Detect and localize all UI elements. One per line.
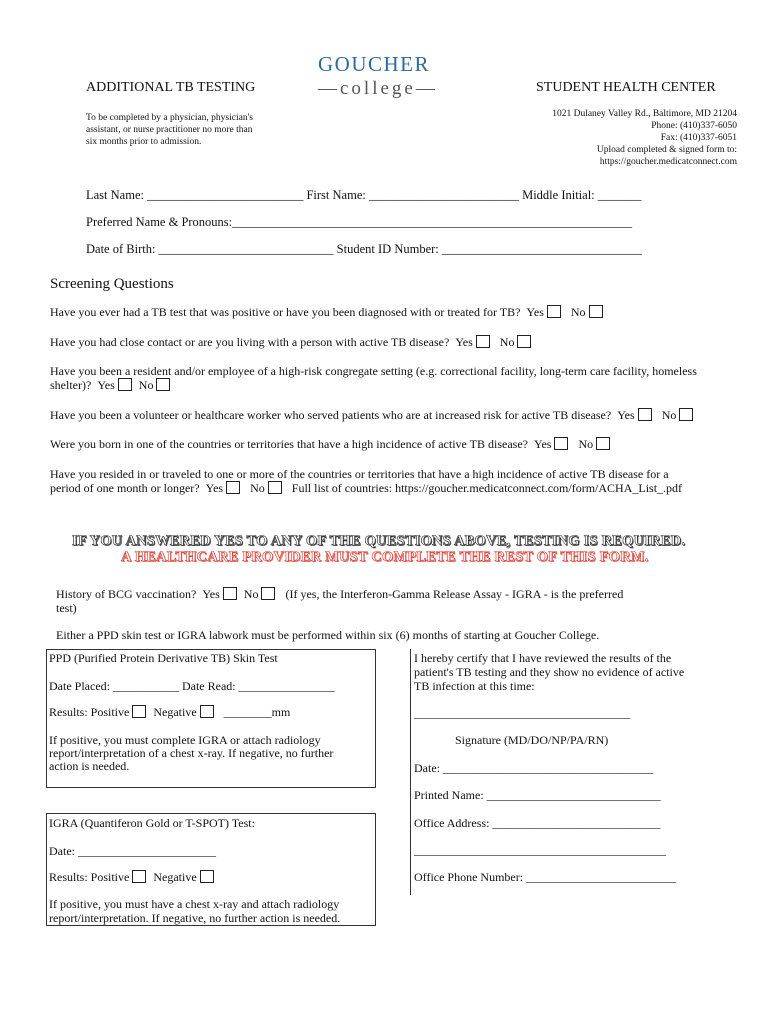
certify-text-2: patient's TB testing and they show no evidence of active <box>414 665 685 679</box>
igra-title: IGRA (Quantiferon Gold or T-SPOT) Test: <box>49 816 255 830</box>
screening-q1 <box>50 305 607 320</box>
bcg-note: (If yes, the Interferon-Gamma Release Assay - IGRA - is the preferred <box>285 587 624 601</box>
screening-q3-line1: Have you been a resident and/or employee of a high-risk congregate setting (e.g. correctional facility, long-term care facility, homeless <box>50 364 697 378</box>
ppd-negative-label: Negative <box>153 705 197 719</box>
q1-text: Have you ever had a TB test that was positive or have you been diagnosed with or treated for TB? <box>50 305 521 319</box>
bcg-question <box>56 587 623 602</box>
yes-label: Yes <box>202 587 220 601</box>
q4-yes-checkbox[interactable] <box>638 408 652 421</box>
ppd-note-3: action is needed. <box>49 759 130 773</box>
screening-heading: Screening Questions <box>50 276 174 292</box>
q2-text: Have you had close contact or are you living with a person with active TB disease? <box>50 335 450 349</box>
no-label: No <box>499 335 515 349</box>
provider-must-complete-warning: A HEALTHCARE PROVIDER MUST COMPLETE THE REST OF THIS FORM. <box>121 549 649 565</box>
igra-negative-label: Negative <box>153 870 197 884</box>
screening-q6-line1: Have you resided in or traveled to one or more of the countries or territories that have a high incidence of active TB disease for a <box>50 467 669 481</box>
certify-text-3: TB infection at this time: <box>414 679 535 693</box>
office-phone-field[interactable]: Office Phone Number: _________________________ <box>414 870 677 884</box>
yes-label: Yes <box>205 481 224 495</box>
no-label: No <box>661 408 677 422</box>
q4-no-checkbox[interactable] <box>679 408 693 421</box>
q3-yes-checkbox[interactable] <box>118 378 132 391</box>
bcg-text: History of BCG vaccination? <box>56 587 197 601</box>
form-title: ADDITIONAL TB TESTING <box>86 80 256 95</box>
igra-date[interactable]: Date: _______________________ <box>49 844 216 858</box>
q6-yes-checkbox[interactable] <box>226 481 240 494</box>
q6-no-checkbox[interactable] <box>268 481 282 494</box>
yes-label: Yes <box>455 335 473 349</box>
igra-note-2: report/interpretation. If negative, no further action is needed. <box>49 911 341 925</box>
instructions-line-1: To be completed by a physician, physician's <box>86 113 253 123</box>
ppd-note-2: report/interpretation of a chest x-ray. If negative, no further <box>49 746 334 760</box>
ppd-results-label: Results: Positive <box>49 705 130 719</box>
no-label: No <box>250 481 265 495</box>
ppd-title: PPD (Purified Protein Derivative TB) Skin Test <box>49 651 278 665</box>
ppd-results <box>49 705 290 720</box>
office-address-field[interactable]: Office Address: ____________________________ <box>414 816 661 830</box>
no-label: No <box>243 587 259 601</box>
country-list-link[interactable]: Full list of countries: https://goucher.medicatconnect.com/form/ACHA_List_.pdf <box>291 481 683 495</box>
screening-q4 <box>50 408 697 423</box>
either-test-note: Either a PPD skin test or IGRA labwork must be performed within six (6) months of starting at Goucher College. <box>56 628 600 642</box>
screening-q2 <box>50 335 535 350</box>
certification-divider <box>410 649 411 895</box>
igra-results <box>49 870 218 885</box>
q2-no-checkbox[interactable] <box>517 335 531 348</box>
q4-text: Have you been a volunteer or healthcare worker who served patients who are at increased risk for active TB disease? <box>50 408 612 422</box>
instructions-line-3: six months prior to admission. <box>86 137 202 147</box>
signature-label: Signature (MD/DO/NP/PA/RN) <box>455 733 609 747</box>
no-label: No <box>138 378 154 392</box>
bcg-yes-checkbox[interactable] <box>223 587 237 600</box>
screening-q3-line2 <box>50 378 174 393</box>
name-fields[interactable]: Last Name: _________________________ First Name: ________________________ Middle Initial: _______ <box>86 188 642 202</box>
q5-text: Were you born in one of the countries or territories that have a high incidence of active TB disease? <box>50 437 528 451</box>
dob-id-fields[interactable]: Date of Birth: ____________________________ Student ID Number: ________________________________ <box>86 242 642 256</box>
q1-yes-checkbox[interactable] <box>547 305 561 318</box>
ppd-negative-checkbox[interactable] <box>200 705 214 718</box>
certify-text-1: I hereby certify that I have reviewed the results of the <box>414 651 672 665</box>
address-line: 1021 Dulaney Valley Rd., Baltimore, MD 21204 <box>552 109 737 119</box>
q5-no-checkbox[interactable] <box>596 437 610 450</box>
q1-no-checkbox[interactable] <box>589 305 603 318</box>
goucher-logo-college: —college— <box>318 78 438 99</box>
screening-q5 <box>50 437 614 452</box>
printed-name-field[interactable]: Printed Name: _____________________________ <box>414 788 661 802</box>
testing-required-warning: IF YOU ANSWERED YES TO ANY OF THE QUESTIONS ABOVE, TESTING IS REQUIRED. <box>72 533 686 549</box>
yes-label: Yes <box>617 408 635 422</box>
no-label: No <box>578 437 594 451</box>
office-address-line-2[interactable]: __________________________________________ <box>414 843 666 857</box>
bcg-note-continued: test) <box>56 601 77 615</box>
ppd-note-1: If positive, you must complete IGRA or attach radiology <box>49 733 321 747</box>
signature-line[interactable]: ____________________________________ <box>414 706 630 720</box>
q5-yes-checkbox[interactable] <box>554 437 568 450</box>
igra-note-1: If positive, you must have a chest x-ray and attach radiology <box>49 897 340 911</box>
phone-line: Phone: (410)337-6050 <box>651 121 737 131</box>
upload-url: https://goucher.medicatconnect.com <box>599 157 737 167</box>
ppd-positive-checkbox[interactable] <box>132 705 146 718</box>
upload-line: Upload completed & signed form to: <box>596 145 737 155</box>
q2-yes-checkbox[interactable] <box>476 335 490 348</box>
bcg-no-checkbox[interactable] <box>261 587 275 600</box>
department-title: STUDENT HEALTH CENTER <box>536 80 716 95</box>
yes-label: Yes <box>526 305 544 319</box>
ppd-dates[interactable]: Date Placed: ___________ Date Read: ________________ <box>49 679 335 693</box>
q6-text: period of one month or longer? <box>50 481 200 495</box>
q3-no-checkbox[interactable] <box>156 378 170 391</box>
certify-date-field[interactable]: Date: ___________________________________ <box>414 761 653 775</box>
igra-positive-checkbox[interactable] <box>132 870 146 883</box>
q3-text: shelter)? <box>50 378 92 392</box>
ppd-mm-field[interactable]: ________mm <box>223 705 291 719</box>
screening-q6-line2 <box>50 481 682 496</box>
fax-line: Fax: (410)337-6051 <box>660 133 737 143</box>
yes-label: Yes <box>533 437 552 451</box>
goucher-logo-wordmark: GOUCHER <box>318 52 431 76</box>
preferred-name-field[interactable]: Preferred Name & Pronouns:________________________________________________________________ <box>86 215 633 229</box>
no-label: No <box>570 305 586 319</box>
instructions-line-2: assistant, or nurse practitioner no more than <box>86 125 253 135</box>
yes-label: Yes <box>97 378 115 392</box>
igra-negative-checkbox[interactable] <box>200 870 214 883</box>
igra-results-label: Results: Positive <box>49 870 130 884</box>
